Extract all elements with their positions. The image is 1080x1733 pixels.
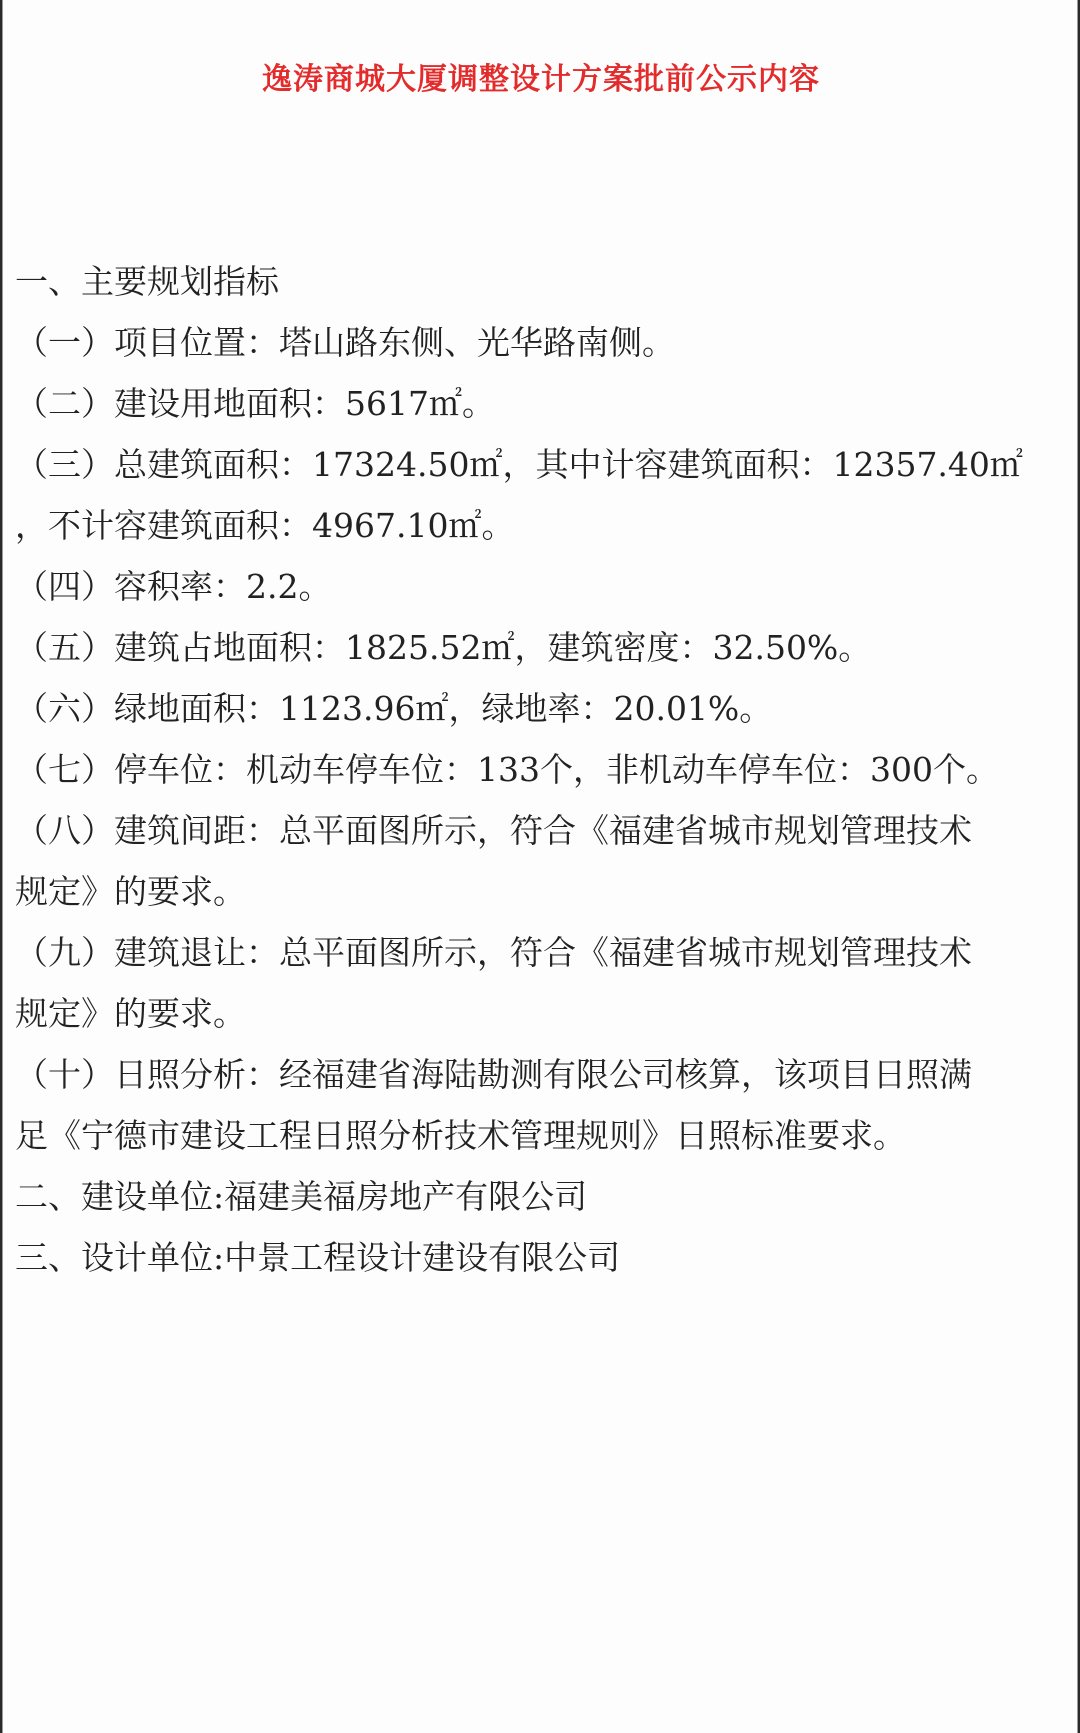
item-building-footprint: （五）建筑占地面积：1825.52㎡，建筑密度：32.50%。 — [15, 628, 872, 667]
notice-page — [2, 0, 1078, 1733]
item-parking: （七）停车位：机动车停车位：133个，非机动车停车位：300个。 — [15, 750, 999, 789]
section-construction-unit: 二、建设单位:福建美福房地产有限公司 — [15, 1177, 588, 1216]
item-building-setback: （九）建筑退让：总平面图所示，符合《福建省城市规划管理技术 — [15, 933, 972, 972]
item-sunlight-analysis-cont: 足《宁德市建设工程日照分析技术管理规则》日照标准要求。 — [15, 1116, 906, 1155]
item-green-area: （六）绿地面积：1123.96㎡，绿地率：20.01%。 — [15, 689, 773, 728]
item-land-area: （二）建设用地面积：5617㎡。 — [15, 384, 495, 423]
section-design-unit: 三、设计单位:中景工程设计建设有限公司 — [15, 1238, 621, 1277]
item-building-spacing-cont: 规定》的要求。 — [15, 872, 246, 911]
item-sunlight-analysis: （十）日照分析：经福建省海陆勘测有限公司核算，该项目日照满 — [15, 1055, 972, 1094]
notice-body — [15, 251, 1065, 1288]
page-title: 逸涛商城大厦调整设计方案批前公示内容 — [262, 62, 820, 97]
item-building-spacing: （八）建筑间距：总平面图所示，符合《福建省城市规划管理技术 — [15, 811, 972, 850]
item-plot-ratio: （四）容积率：2.2。 — [15, 567, 332, 606]
item-total-floor-area: （三）总建筑面积：17324.50㎡，其中计容建筑面积：12357.40㎡ — [15, 445, 1023, 484]
item-project-location: （一）项目位置：塔山路东侧、光华路南侧。 — [15, 323, 675, 362]
item-building-setback-cont: 规定》的要求。 — [15, 994, 246, 1033]
section-heading-planning-indicators: 一、主要规划指标 — [15, 262, 279, 301]
item-total-floor-area-cont: ，不计容建筑面积：4967.10㎡。 — [15, 506, 515, 545]
